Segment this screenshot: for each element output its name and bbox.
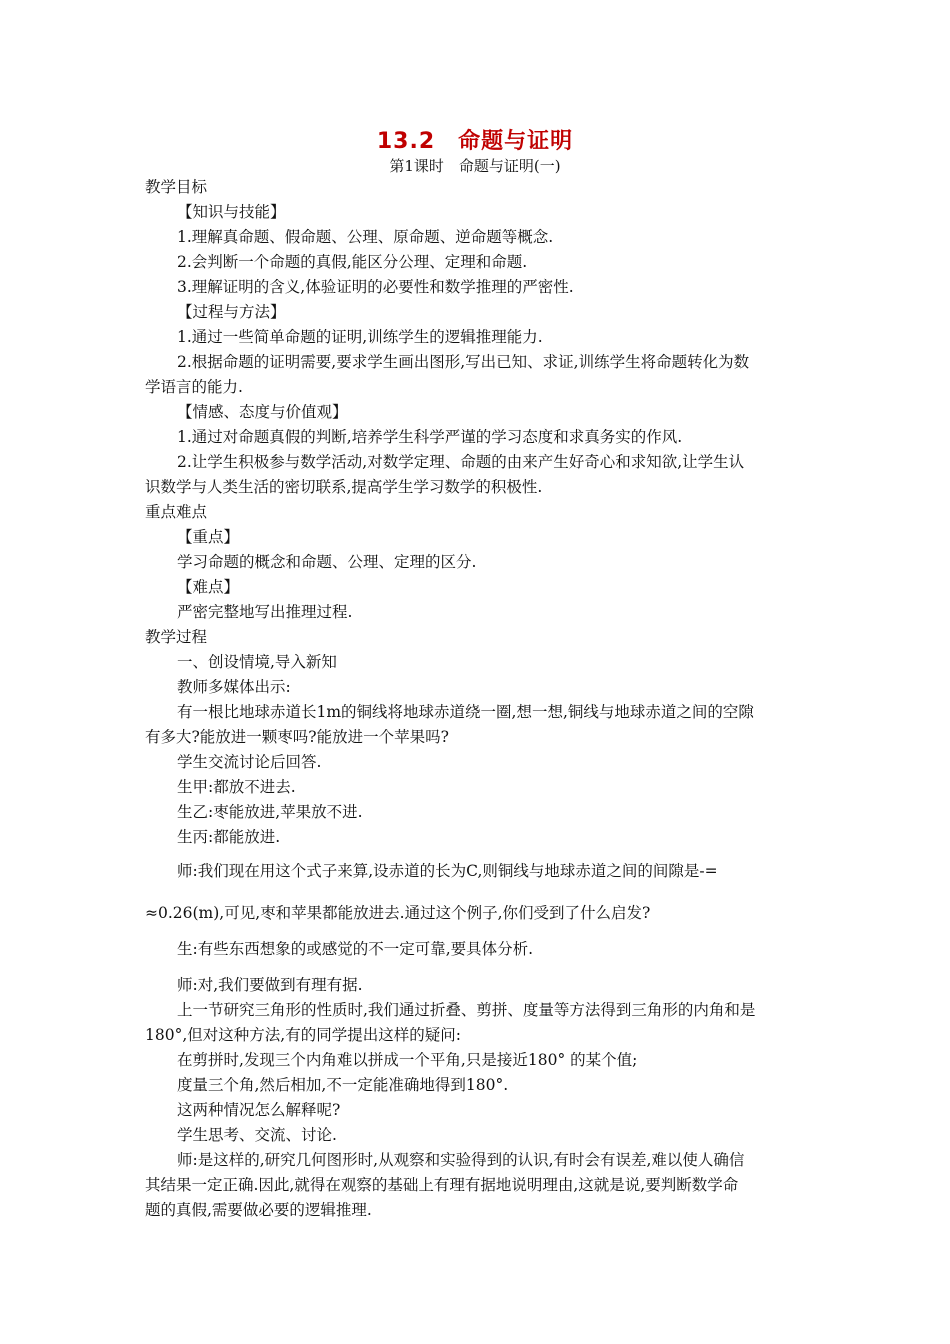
paragraph-line: 一、创设情境,导入新知: [177, 653, 337, 671]
paragraph-line: 3.理解证明的含义,体验证明的必要性和数学推理的严密性.: [177, 278, 574, 296]
paragraph-line: 这两种情况怎么解释呢?: [177, 1101, 341, 1119]
paragraph-line: 教师多媒体出示:: [177, 678, 291, 696]
sub-heading: 【情感、态度与价值观】: [177, 403, 348, 421]
page-title: 13.2 命题与证明: [376, 129, 574, 154]
sub-heading: 【知识与技能】: [177, 203, 286, 221]
section-heading: 教学过程: [145, 628, 208, 646]
paragraph-line: 有一根比地球赤道长1m的铜线将地球赤道绕一圈,想一想,铜线与地球赤道之间的空隙: [177, 703, 754, 721]
paragraph-line: 识数学与人类生活的密切联系,提高学生学习数学的积极性.: [145, 478, 543, 496]
paragraph-line: 师:我们现在用这个式子来算,设赤道的长为C,则铜线与地球赤道之间的间隙是-=: [177, 862, 718, 880]
paragraph-line: 在剪拼时,发现三个内角难以拼成一个平角,只是接近180° 的某个值;: [177, 1051, 638, 1069]
paragraph-line: 学语言的能力.: [145, 378, 243, 396]
paragraph-line: 1.通过一些简单命题的证明,训练学生的逻辑推理能力.: [177, 328, 543, 346]
sub-heading: 【重点】: [177, 528, 240, 546]
paragraph-line: 生:有些东西想象的或感觉的不一定可靠,要具体分析.: [177, 940, 534, 958]
paragraph-line: 度量三个角,然后相加,不一定能准确地得到180°.: [177, 1076, 509, 1094]
paragraph-line: 180°,但对这种方法,有的同学提出这样的疑问:: [145, 1026, 461, 1044]
paragraph-line: 2.会判断一个命题的真假,能区分公理、定理和命题.: [177, 253, 528, 271]
paragraph-line: 上一节研究三角形的性质时,我们通过折叠、剪拼、度量等方法得到三角形的内角和是: [177, 1001, 756, 1019]
section-heading: 教学目标: [145, 178, 208, 196]
lesson-subtitle: 第1课时 命题与证明(一): [389, 157, 561, 175]
paragraph-line: 2.根据命题的证明需要,要求学生画出图形,写出已知、求证,训练学生将命题转化为数: [177, 353, 750, 371]
paragraph-line: 1.通过对命题真假的判断,培养学生科学严谨的学习态度和求真务实的作风.: [177, 428, 683, 446]
paragraph-line: 2.让学生积极参与数学活动,对数学定理、命题的由来产生好奇心和求知欲,让学生认: [177, 453, 745, 471]
paragraph-line: ≈0.26(m),可见,枣和苹果都能放进去.通过这个例子,你们受到了什么启发?: [145, 904, 651, 922]
paragraph-line: 学生交流讨论后回答.: [177, 753, 322, 771]
paragraph-line: 学生思考、交流、讨论.: [177, 1126, 337, 1144]
paragraph-line: 生乙:枣能放进,苹果放不进.: [177, 803, 363, 821]
paragraph-line: 严密完整地写出推理过程.: [177, 603, 353, 621]
paragraph-line: 其结果一定正确.因此,就得在观察的基础上有理有据地说明理由,这就是说,要判断数学命: [145, 1176, 739, 1194]
paragraph-line: 生甲:都放不进去.: [177, 778, 296, 796]
sub-heading: 【过程与方法】: [177, 303, 286, 321]
paragraph-line: 师:对,我们要做到有理有据.: [177, 976, 363, 994]
paragraph-line: 生丙:都能放进.: [177, 828, 281, 846]
sub-heading: 【难点】: [177, 578, 240, 596]
paragraph-line: 有多大?能放进一颗枣吗?能放进一个苹果吗?: [145, 728, 449, 746]
section-heading: 重点难点: [145, 503, 208, 521]
paragraph-line: 学习命题的概念和命题、公理、定理的区分.: [177, 553, 477, 571]
paragraph-line: 题的真假,需要做必要的逻辑推理.: [145, 1201, 372, 1219]
paragraph-line: 1.理解真命题、假命题、公理、原命题、逆命题等概念.: [177, 228, 554, 246]
paragraph-line: 师:是这样的,研究几何图形时,从观察和实验得到的认识,有时会有误差,难以使人确信: [177, 1151, 745, 1169]
